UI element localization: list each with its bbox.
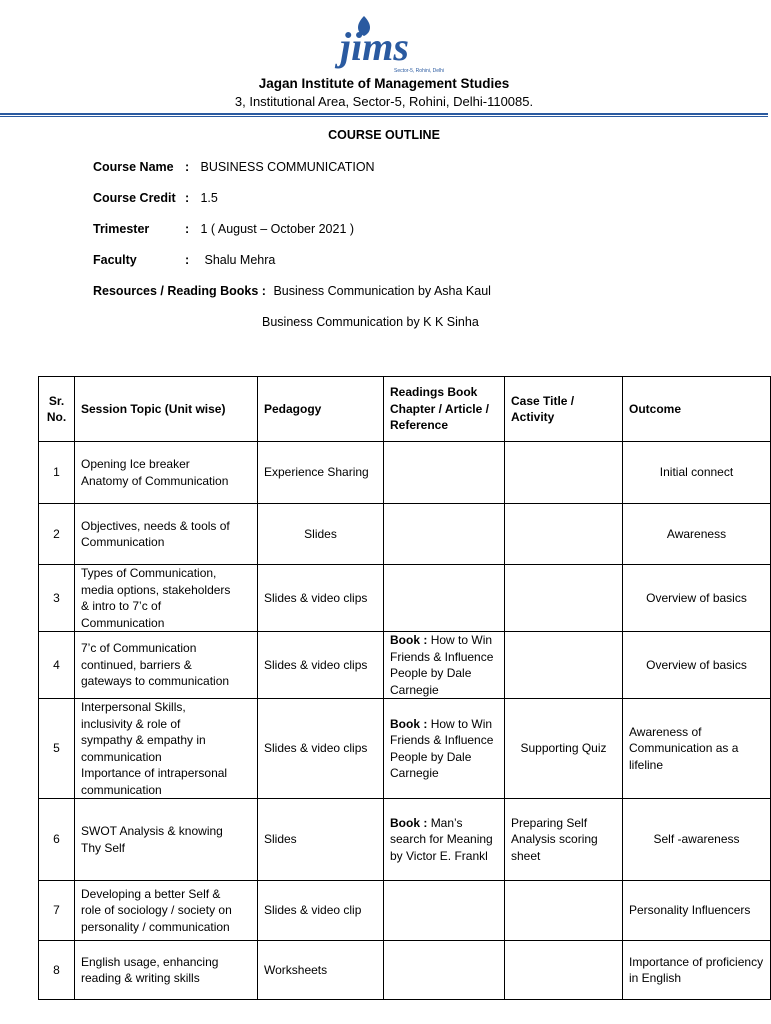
cell-pedagogy: Slides — [258, 504, 384, 565]
cell-topic — [75, 442, 258, 504]
course-name-value: BUSINESS COMMUNICATION — [200, 160, 375, 174]
readings-book-label: Book : — [390, 716, 428, 731]
cell-readings — [384, 565, 505, 632]
cell-sr: 6 — [39, 799, 75, 881]
topic-line: SWOT Analysis & knowing — [81, 824, 223, 838]
table-row — [39, 565, 771, 632]
cell-readings — [384, 941, 505, 1000]
cell-sr: 4 — [39, 632, 75, 699]
cell-pedagogy: Experience Sharing — [258, 442, 384, 504]
header-divider-thin — [0, 116, 768, 117]
cell-readings — [384, 504, 505, 565]
cell-sr: 7 — [39, 881, 75, 941]
cell-case — [505, 941, 623, 1000]
topic-line: Objectives, needs & tools of — [81, 518, 230, 533]
resources-row — [93, 284, 491, 298]
cell-readings — [384, 799, 505, 881]
resources-row-2 — [262, 315, 479, 329]
cell-topic — [75, 881, 258, 941]
cell-outcome: Initial connect — [623, 442, 771, 504]
logo-tagline: Sector-5, Rohini, Delhi — [394, 68, 445, 74]
header-case: Case Title / Activity — [505, 377, 623, 442]
cell-topic — [75, 632, 258, 699]
header-divider — [0, 113, 768, 115]
header-topic: Session Topic (Unit wise) — [75, 377, 258, 442]
topic-line: English usage, enhancing — [81, 954, 219, 969]
readings-text: How to Win Friends & Influence People by Dale Carnegie — [390, 633, 494, 697]
cell-case — [505, 442, 623, 504]
cell-outcome: Importance of proficiency in English — [623, 941, 771, 1000]
resources-book-1: Business Communication by Asha Kaul — [273, 284, 491, 298]
readings-book-label: Book : — [390, 633, 428, 647]
topic-line: Communication — [81, 615, 165, 630]
readings-text: How to Win Friends & Influence People by Dale Carnegie — [390, 716, 494, 780]
cell-outcome: Self -awareness — [623, 799, 771, 881]
table-row — [39, 941, 771, 1000]
topic-line: reading & writing skills — [81, 971, 200, 985]
institute-address: 3, Institutional Area, Sector-5, Rohini, Delhi-110085. — [234, 94, 534, 109]
cell-readings — [384, 699, 505, 799]
resources-label: Resources / Reading Books : — [93, 284, 266, 298]
cell-case — [505, 881, 623, 941]
table-row — [39, 632, 771, 699]
sessions-table — [38, 376, 771, 1000]
institute-name: Jagan Institute of Management Studies — [258, 76, 510, 91]
faculty-value: Shalu Mehra — [204, 253, 276, 267]
page-title: COURSE OUTLINE — [328, 128, 440, 142]
faculty-row: Faculty : Shalu Mehra — [93, 253, 276, 267]
topic-line: Types of Communication, — [81, 566, 217, 580]
table-row — [39, 442, 771, 504]
header-readings: Readings Book Chapter / Article / Reference — [384, 377, 505, 442]
topic-line: Interpersonal Skills, — [81, 700, 186, 714]
cell-readings — [384, 881, 505, 941]
cell-case — [505, 504, 623, 565]
header-sr-no: Sr. No. — [39, 377, 75, 442]
cell-outcome: Awareness of Communication as a lifeline — [623, 699, 771, 799]
header-outcome: Outcome — [623, 377, 771, 442]
course-credit-row: Course Credit : 1.5 — [93, 191, 218, 205]
course-name-label: Course Name — [93, 160, 174, 174]
topic-line: role of sociology / society on — [81, 903, 232, 918]
table-row — [39, 881, 771, 941]
trimester-label: Trimester — [93, 222, 150, 236]
cell-readings — [384, 632, 505, 699]
topic-line: media options, stakeholders — [81, 582, 231, 597]
trimester-value: 1 ( August – October 2021 ) — [200, 222, 355, 236]
readings-book-label: Book : — [390, 815, 428, 830]
cell-sr: 2 — [39, 504, 75, 565]
cell-pedagogy: Slides & video clips — [258, 565, 384, 632]
topic-line: Developing a better Self & — [81, 886, 221, 901]
cell-outcome: Awareness — [623, 504, 771, 565]
cell-outcome: Overview of basics — [623, 632, 771, 699]
topic-line: personality / communication — [81, 919, 230, 934]
topic-line: continued, barriers & — [81, 657, 192, 672]
course-credit-label: Course Credit — [93, 191, 176, 205]
cell-sr: 5 — [39, 699, 75, 799]
readings-text: Man’s search for Meaning by Victor E. Frankl — [390, 815, 493, 863]
topic-line: sympathy & empathy in — [81, 733, 206, 747]
cell-case: Supporting Quiz — [505, 699, 623, 799]
table-header-row — [39, 377, 771, 442]
topic-line: Opening Ice breaker — [81, 457, 190, 471]
topic-line: communication — [81, 749, 162, 764]
logo-text: jims — [340, 24, 409, 69]
cell-pedagogy: Slides — [258, 799, 384, 881]
topic-line: gateways to communication — [81, 674, 230, 689]
cell-sr: 8 — [39, 941, 75, 1000]
cell-topic — [75, 565, 258, 632]
header-pedagogy: Pedagogy — [258, 377, 384, 442]
table-row — [39, 699, 771, 799]
cell-outcome: Overview of basics — [623, 565, 771, 632]
cell-sr: 3 — [39, 565, 75, 632]
course-credit-value: 1.5 — [200, 191, 218, 205]
jims-logo-graphic — [336, 14, 445, 76]
resources-book-2: Business Communication by K K Sinha — [262, 315, 479, 329]
cell-readings — [384, 442, 505, 504]
cell-topic — [75, 941, 258, 1000]
course-name-row: Course Name : BUSINESS COMMUNICATION — [93, 160, 375, 174]
cell-pedagogy: Slides & video clips — [258, 632, 384, 699]
cell-topic — [75, 799, 258, 881]
cell-pedagogy: Worksheets — [258, 941, 384, 1000]
cell-case — [505, 632, 623, 699]
topic-line: Communication — [81, 535, 165, 549]
cell-outcome: Personality Influencers — [623, 881, 771, 941]
table-row — [39, 504, 771, 565]
jims-logo — [336, 14, 445, 76]
cell-pedagogy: Slides & video clips — [258, 699, 384, 799]
topic-line: & intro to 7’c of — [81, 599, 162, 613]
cell-sr: 1 — [39, 442, 75, 504]
cell-topic — [75, 504, 258, 565]
cell-case — [505, 565, 623, 632]
topic-line: inclusivity & role of — [81, 716, 181, 731]
topic-line: communication — [81, 782, 162, 797]
topic-line: 7’c of Communication — [81, 641, 197, 656]
cell-case: Preparing Self Analysis scoring sheet — [505, 799, 623, 881]
topic-line: Importance of intrapersonal — [81, 766, 228, 780]
cell-pedagogy: Slides & video clip — [258, 881, 384, 941]
topic-line: Thy Self — [81, 840, 126, 855]
faculty-label: Faculty — [93, 253, 137, 267]
topic-line: Anatomy of Communication — [81, 473, 229, 488]
cell-topic — [75, 699, 258, 799]
trimester-row: Trimester : 1 ( August – October 2021 ) — [93, 222, 355, 236]
table-row — [39, 799, 771, 881]
